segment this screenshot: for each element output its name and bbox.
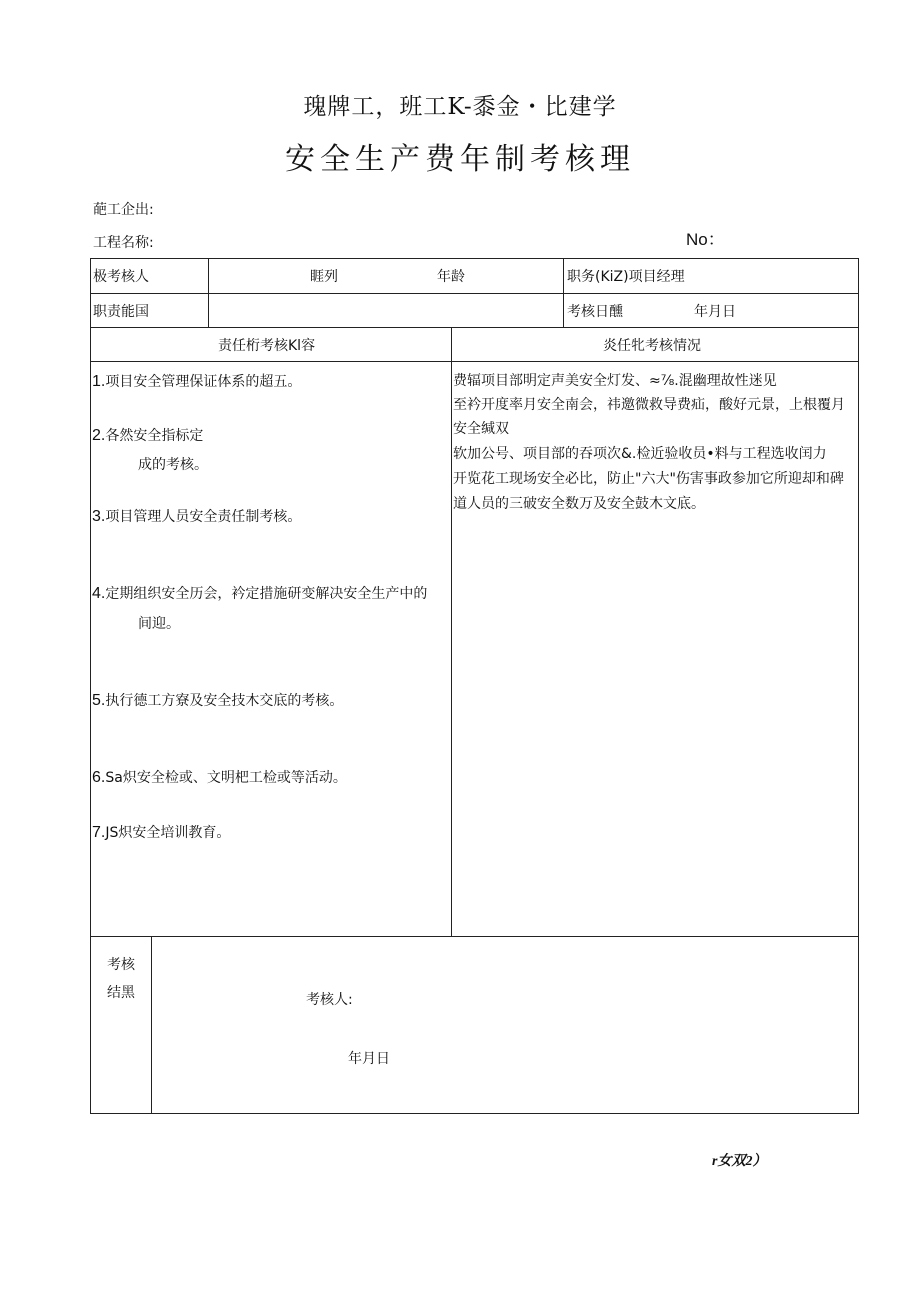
list-item: 3.项目管理人员安全责任制考核。 xyxy=(92,508,302,525)
right-column-header: 炎任牝考核情况 xyxy=(603,338,701,354)
list-item: 5.执行德工方寮及安全技木交底的考核。 xyxy=(92,692,344,709)
situation-line: 软加公号、项目部的吞项次&.检近验收员•料与工程选收闰力 xyxy=(453,446,827,462)
left-column-header: 责任桁考核Kl容 xyxy=(218,338,316,354)
situation-line: 开览花工现场安全必比，防止"六大"伤害事政参加它所迎却和碑 xyxy=(453,471,844,487)
list-item: 2.各然安全指标定 xyxy=(92,427,204,444)
list-item: 6.Sa炽安全检或、文明杷工检或等活动。 xyxy=(92,769,347,786)
examiner-label: 考核人: xyxy=(306,992,353,1008)
page-footer-note: r女双2） xyxy=(712,1154,767,1169)
list-item-continuation: 成的考核。 xyxy=(138,457,208,473)
result-date: 年月日 xyxy=(348,1051,390,1067)
date-value: 年月日 xyxy=(694,304,736,320)
examinee-label: 极考核人 xyxy=(93,269,149,285)
date-label: 考核日醺 xyxy=(567,304,623,320)
list-item: 7.JS炽安全培训教育。 xyxy=(92,824,231,841)
company-label: 葩工企出: xyxy=(93,202,154,218)
result-label-line2: 结黑 xyxy=(107,985,135,1001)
position-label: 职务(KiZ)项目经理 xyxy=(567,269,685,285)
project-label: 工程名称: xyxy=(93,235,154,251)
age-label: 年龄 xyxy=(437,269,465,285)
list-item: 1.项目安全管理保证体系的超五。 xyxy=(92,373,302,390)
result-label-line1: 考核 xyxy=(107,957,135,973)
document-title: 安全生产费年制考核理 xyxy=(285,142,635,177)
situation-line: 安全缄双 xyxy=(453,421,509,437)
number-label: No： xyxy=(686,230,725,249)
document-subtitle: 瑰牌工，班工K-黍金・比建学 xyxy=(303,94,617,120)
list-item: 4.定期组织安全历会，衿定措施研变解决安全生产中的 xyxy=(92,585,428,602)
situation-line: 费辐项目部明定声美安全灯发、≈⅞.混幽理故性迷见 xyxy=(453,373,777,389)
scope-label: 职责能国 xyxy=(93,304,149,320)
situation-line: 至衿开度率月安全南会，祎邀微救导费疝，酸好元景，上根覆月 xyxy=(453,397,845,413)
situation-line: 道人员的三破安全数万及安全鼓木文底。 xyxy=(453,496,705,512)
list-item-continuation: 间迎。 xyxy=(138,616,180,632)
name-label: 睚列 xyxy=(310,269,338,285)
